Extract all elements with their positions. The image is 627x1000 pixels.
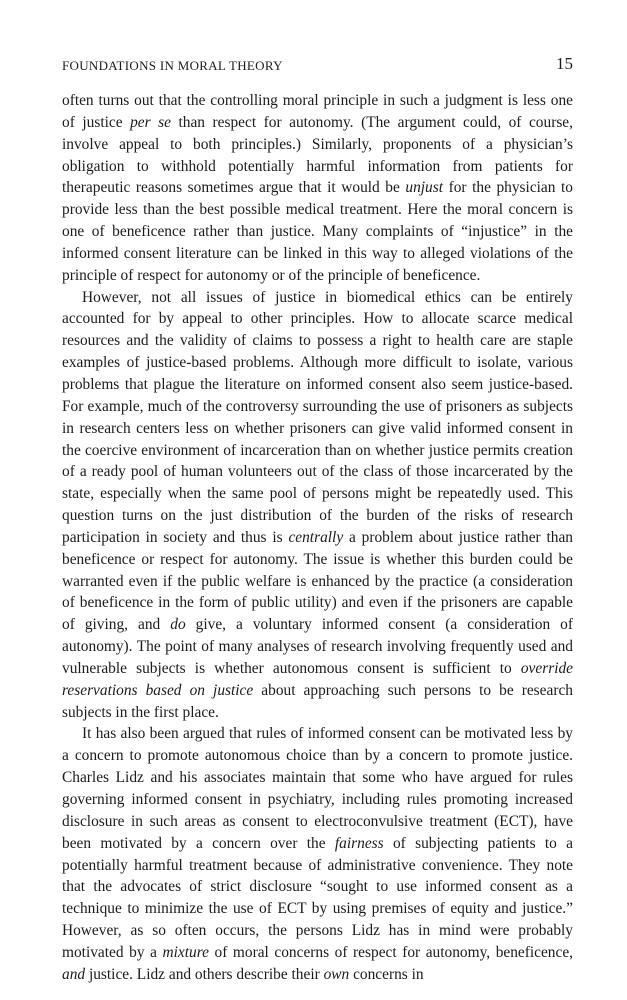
italic-text: per se: [130, 113, 171, 131]
italic-text: unjust: [405, 179, 444, 197]
text-run: However, not all issues of justice in biomedical ethics can be entirely accounted for by appeal to other principles. How to allocate scarce medical resources and the validity of claims to possess a right to health care are staple examples of justice-based problems. Although more difficult to isolate, various problems that plague the literature on informed consent also seem justice-based. For example, much of the controversy surrounding the use of prisoners as subjects in research centers less on whether prisoners can give valid informed consent in the coercive environment of incarceration than on whether justice permits creation of a ready pool of human volunteers out of the class of those incarcerated by the state, especially when the same pool of persons might be repeatedly used. This question turns on the just distribution of the burden of the risks of research participation in society and thus is: [62, 288, 573, 546]
text-run: give, a voluntary informed consent (a consideration of autonomy). The point of many analyses of research involving frequently used and vulnerable subjects is whether autonomous consent is sufficient to: [62, 616, 573, 677]
paragraph: [62, 723, 573, 985]
italic-text: centrally: [288, 528, 344, 546]
text-run: It has also been argued that rules of informed consent can be motivated less by a concern to promote autonomous choice than by a concern to promote justice. Charles Lidz and his associates maintain that some who have argued for rules governing informed consent in psychiatry, including rules promoting increased disclosure in such areas as consent to electroconvulsive treatment (ECT), have been motivated by a concern over the: [62, 725, 573, 852]
italic-text: mixture: [162, 943, 209, 961]
page-header: [62, 54, 573, 78]
italic-text: override reservations based on justice: [62, 659, 573, 699]
text-run: for the physician to provide less than the best possible medical treatment. Here the moral concern is one of beneficence rather than justice. Many complaints of “injustice” in the informed consent literature can be linked in this way to alleged violations of the principle of respect for autonomy or of the principle of beneficence.: [62, 179, 573, 284]
text-run: than respect for autonomy. (The argument could, of course, involve appeal to both principles.) Similarly, proponents of a physician’s obligation to withhold potentially harmful information from patients for therapeutic reasons sometimes argue that it would be: [62, 113, 573, 197]
paragraph: [62, 90, 573, 287]
italic-text: fairness: [334, 834, 384, 852]
page-number: 15: [556, 54, 573, 73]
text-run: a problem about justice rather than beneficence or respect for autonomy. The issue is whether this burden could be warranted even if the public welfare is enhanced by the practice (a consideration of beneficence in the form of public utility) and even if the prisoners are capable of giving, and: [62, 528, 573, 634]
body-text: [62, 90, 573, 986]
running-head: FOUNDATIONS IN MORAL THEORY: [62, 58, 283, 73]
italic-text: own: [323, 965, 350, 983]
text-run: of subjecting patients to a potentially harmful treatment because of administrative convenience. They note that the advocates of strict disclosure “sought to use informed consent as a technique to minimize the use of ECT by using premises of equity and justice.” However, as so often occurs, the persons Lidz has in mind were probably motivated by a: [62, 834, 573, 961]
text-run: often turns out that the controlling moral principle in such a judgment is less one of justice: [62, 92, 573, 131]
text-run: concerns in: [349, 965, 424, 983]
text-run: about approaching such persons to be research subjects in the first place.: [62, 681, 573, 721]
italic-text: do: [170, 616, 186, 634]
italic-text: and: [62, 965, 86, 983]
text-run: of moral concerns of respect for autonomy, beneficence,: [208, 943, 574, 961]
paragraph: [62, 287, 573, 724]
text-run: justice. Lidz and others describe their: [85, 965, 324, 983]
